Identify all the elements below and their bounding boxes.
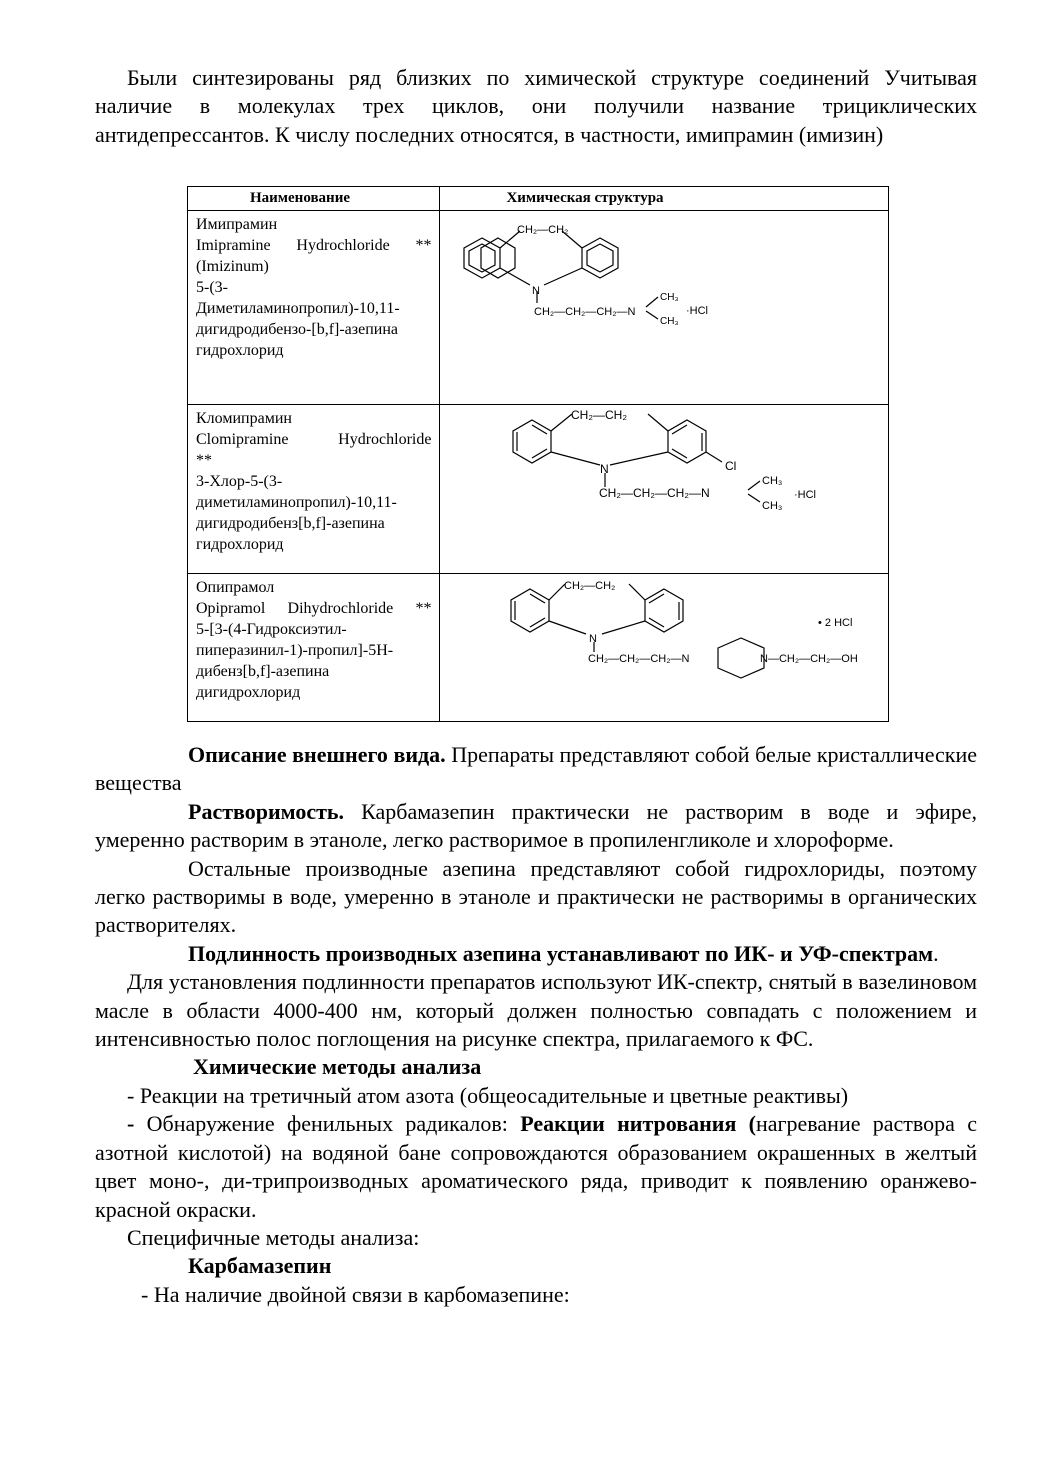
ru-name: Имипрамин xyxy=(196,216,278,233)
other-derivatives-paragraph: Остальные производные азепина представляют собой гидрохлориды, поэтому легко растворимы в воде, умеренно в этаноле и практически не растворимы в органических растворителях. xyxy=(95,855,977,938)
carbamazepine-heading xyxy=(95,1252,977,1280)
compounds-table xyxy=(187,186,889,722)
solubility-label: Растворимость. xyxy=(188,798,345,824)
en-name: Imipramine Hydrochloride ** xyxy=(196,237,432,254)
header-structure: Химическая структура xyxy=(440,187,889,211)
reaction2-text-a: Обнаружение фенильных радикалов: xyxy=(134,1111,521,1137)
imipramine-structure xyxy=(440,211,886,327)
methyl-top: CH₃ xyxy=(660,292,679,303)
solubility-text: Карбамазепин практически не растворим в воде и эфире, умеренно растворим в этаноле, легко растворимое в пропиленгликоле и хлороформе. xyxy=(95,798,977,853)
chem-name: 3-Хлор-5-(3-диметиламинопропил)-10,11-дигидродибенз[b,f]-азепина гидрохлорид xyxy=(196,473,397,553)
latin-name: (Imizinum) xyxy=(196,258,269,275)
appearance-paragraph xyxy=(95,741,977,798)
nitrogen-label: N xyxy=(600,462,610,476)
salt-label: ·HCl xyxy=(686,305,709,317)
authenticity-heading: Подлинность производных азепина устанавливают по ИК- и УФ-спектрам xyxy=(188,940,934,966)
authenticity-dot: . xyxy=(933,940,939,966)
carbamazepine-heading-text: Карбамазепин xyxy=(188,1253,332,1279)
header-name: Наименование xyxy=(188,187,440,211)
chlorine-label: Cl xyxy=(725,459,737,473)
table-row xyxy=(188,211,889,405)
reaction2-paragraph xyxy=(95,1110,977,1224)
opipramol-structure xyxy=(440,574,886,684)
reaction2-text-b: нагревание раствора с азотной кислотой) на водяной бане сопровождаются образованием окрашенных в желтый цвет моно-, ди-трипроизводных ароматического ряда, приводит к появлению оранжево-красной окраски. xyxy=(95,1111,977,1222)
table-row xyxy=(188,405,889,574)
methyl-bottom: CH₃ xyxy=(660,316,679,327)
chem-name: 5-[3-(4-Гидроксиэтил-пиперазинил-1)-пропил]-5H-дибенз[b,f]-азепина дигидрохлорид xyxy=(196,621,394,701)
ir-paragraph: Для установления подлинности препаратов используют ИК-спектр, снятый в вазелиновом масле в области 4000-400 нм, который должен полностью совпадать с положением и интенсивностью полос поглощения на рисунке спектра, прилагаемого к ФС. xyxy=(95,969,977,1052)
intro-paragraph: Были синтезированы ряд близких по химической структуре соединений Учитывая наличие в молекулах трех циклов, они получили название трициклических антидепрессантов. К числу последних относятся, в частности, имипрамин (имизин) xyxy=(95,65,977,147)
chem-methods-heading xyxy=(95,1053,977,1081)
name-cell xyxy=(188,211,440,405)
appearance-label: Описание внешнего вида. xyxy=(188,742,446,767)
specific-methods: Специфичные методы анализа: xyxy=(127,1224,420,1250)
reaction2-dash: - xyxy=(127,1111,135,1137)
structure-cell xyxy=(440,211,889,405)
salt-label: • 2 HCl xyxy=(818,617,853,629)
bridge-label: CH₂—CH₂ xyxy=(517,224,569,236)
chain-end-label: N—CH₂—CH₂—OH xyxy=(760,653,859,665)
chain-label: CH₂—CH₂—CH₂—N xyxy=(599,486,711,500)
name-cell xyxy=(188,574,440,722)
bridge-label: CH₂—CH₂ xyxy=(564,580,616,592)
chem-methods-heading-text: Химические методы анализа xyxy=(193,1054,482,1080)
nitrogen-label: N xyxy=(589,633,598,645)
appearance-text: Препараты представляют собой белые кристаллические вещества xyxy=(95,742,978,796)
salt-label: ·HCl xyxy=(794,489,817,501)
double-bond-paragraph: - На наличие двойной связи в карбомазепине: xyxy=(141,1281,570,1307)
structure-cell xyxy=(440,405,889,574)
table-row xyxy=(188,574,889,722)
ru-name: Кломипрамин xyxy=(196,410,292,427)
chain-label: CH₂—CH₂—CH₂—N xyxy=(534,306,636,318)
reaction2-bold: Реакции нитрования ( xyxy=(520,1111,756,1137)
clomipramine-structure xyxy=(440,405,886,515)
methyl-bottom: CH₃ xyxy=(762,500,783,512)
methyl-top: CH₃ xyxy=(762,475,783,487)
solubility-paragraph xyxy=(95,798,977,855)
stars: ** xyxy=(196,452,212,469)
en-name: Clomipramine Hydrochloride xyxy=(196,431,432,448)
reaction1-paragraph: - Реакции на третичный атом азота (общеосадительные и цветные реактивы) xyxy=(127,1082,849,1108)
authenticity-paragraph xyxy=(95,940,977,968)
page-body xyxy=(95,64,977,149)
chain-label: CH₂—CH₂—CH₂—N xyxy=(588,653,690,665)
ru-name: Опипрамол xyxy=(196,579,275,596)
bridge-label: CH₂—CH₂ xyxy=(571,408,628,422)
lower-body xyxy=(95,741,977,1309)
chem-name: 5-(3-Диметиламинопропил)-10,11-дигидродибензо-[b,f]-азепина гидрохлорид xyxy=(196,279,400,359)
nitrogen-label: N xyxy=(532,285,541,297)
name-cell xyxy=(188,405,440,574)
structure-cell xyxy=(440,574,889,722)
en-name: Opipramol Dihydrochloride ** xyxy=(196,600,432,617)
